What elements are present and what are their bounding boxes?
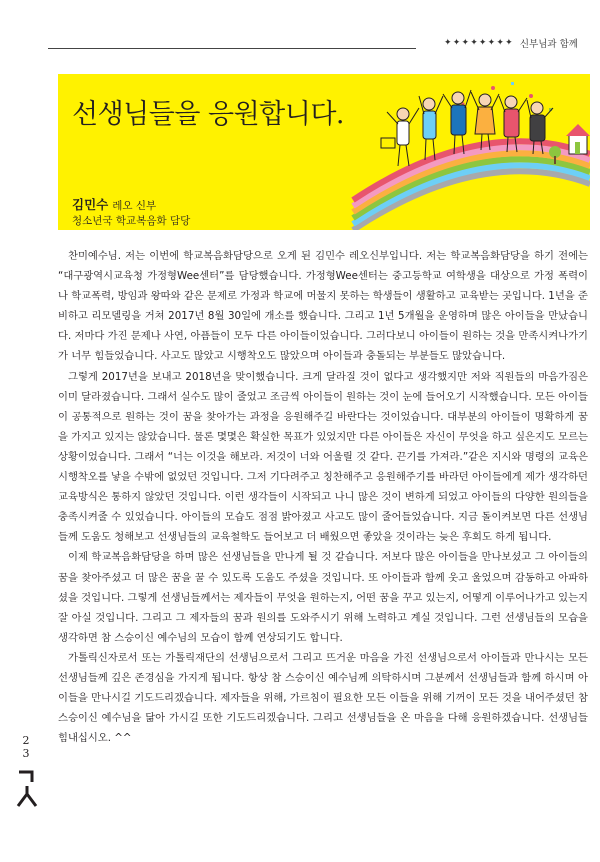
page-digit: 3 <box>22 747 32 760</box>
header-ornament: ✦✦✦✦✦✦✦✦ <box>443 38 514 48</box>
paragraph: 가톨릭신자로서 또는 가톨릭재단의 선생님으로서 그리고 뜨거운 마음을 가진 선생님으로서 아이들과 만나시는 모든 선생님들께 깊은 존경심을 가지게 됩니다. 항상 참 스승이신 예수님께 의탁하시며 그분께서 선생님들과 함께 하시며 아이들을 만나시길 기도드리겠습니다. 제자들을 위해, 가르침이 필요한 모든 이들을 위해 기꺼이 모든 것을 내어주셨던 참 스승이신 예수님을 닮아 가시길 또한 기도드리겠습니다. 그리고 선생님들을 온 마음을 다해 응원하겠습니다. 선생님들 힘내십시오. ^^ <box>58 651 588 745</box>
section-title: 신부님과 함께 <box>519 39 578 50</box>
page-digit: 2 <box>22 734 32 747</box>
author-role: 레오 신부 <box>112 200 157 212</box>
header-rule <box>48 48 416 49</box>
running-header <box>444 36 578 50</box>
decorative-glyph-icon <box>14 768 40 808</box>
page-number <box>14 734 40 808</box>
paragraph: 찬미예수님. 저는 이번에 학교복음화담당으로 오게 된 김민수 레오신부입니다. 저는 학교복음화담당을 하기 전에는 “대구광역시교육청 가정형Wee센터”를 담당했습니다. 가정형Wee센터는 중고등학교 여학생을 대상으로 가정 폭력이나 학교폭력, 방임과 왕따와 같은 문제로 가정과 학교에 머물지 못하는 학생들이 생활하고 교육받는 곳입니다. 1년을 준비하고 리모델링을 거쳐 2017년 8월 30일에 개소를 했습니다. 그리고 1년 5개월을 운영하며 많은 아이들을 만났습니다. 저마다 가진 문제나 사연, 아픔들이 모두 다른 아이들이었습니다. 그러다보니 아이들이 원하는 것을 만족시켜나가기가 너무 힘들었습니다. 사고도 많았고 시행착오도 많았으며 아이들과 충돌되는 부분들도 많았습니다. <box>58 250 588 363</box>
cheering-teachers-illustration <box>343 74 590 230</box>
author-line <box>72 195 156 213</box>
title-banner <box>58 74 590 230</box>
paragraph: 이제 학교복음화담당을 하며 많은 선생님들을 만나게 될 것 같습니다. 저보다 많은 아이들을 만나보셨고 그 아이들의 꿈을 찾아주셨고 더 많은 꿈을 꿀 수 있도록 도움도 주셨을 것입니다. 또 아이들과 함께 웃고 울었으며 감동하고 아파하셨을 것입니다. 그렇게 선생님들께서는 제자들이 무엇을 원하는지, 어떤 꿈을 꾸고 있는지, 어떻게 이루어나가고 있는지 잘 아실 것입니다. 그리고 그 제자들의 꿈과 원의를 도와주시기 위해 노력하고 계실 것입니다. 그런 선생님들의 모습을 생각하면 참 스승이신 예수님의 모습이 함께 연상되기도 합니다. <box>58 551 588 644</box>
author-department: 청소년국 학교복음화 담당 <box>72 215 191 227</box>
article-title: 선생님들을 응원합니다. <box>72 99 344 130</box>
paragraph: 그렇게 2017년을 보내고 2018년을 맞이했습니다. 크게 달라질 것이 없다고 생각했지만 저와 직원들의 마음가짐은 이미 달라졌습니다. 그래서 실수도 많이 줄었고 조금씩 아이들이 원하는 것이 눈에 들어오기 시작했습니다. 모든 아이들이 공통적으로 원하는 것이 꿈을 찾아가는 과정을 응원해주길 바란다는 것이었습니다. 대부분의 아이들이 명확하게 꿈을 가지고 있지는 않았습니다. 물론 몇몇은 확실한 목표가 있었지만 다른 아이들은 자신이 무엇을 하고 싶은지도 모르는 상황이었습니다. 그래서 “너는 이것을 해보라. 저것이 너와 어울릴 것 같다. 끈기를 가져라.”같은 지시와 명령의 교육은 시행착오를 낳을 수밖에 없었던 것입니다. 그저 기다려주고 칭찬해주고 응원해주기를 바라던 아이들에게 제가 생각하던 교육방식은 통하지 않았던 것입니다. 이런 생각들이 시작되고 나니 많은 것이 변하게 되었고 아이들의 다양한 원의들을 충족시켜줄 수 있었습니다. 아이들의 모습도 점점 밝아졌고 사고도 많이 줄어들었습니다. 지금 돌이켜보면 다른 선생님들께 도움도 청해보고 선생님들의 교육철학도 들어보고 더 배웠으면 좋았을 것이라는 늦은 후회도 하게 됩니다. <box>58 370 588 544</box>
article-body <box>58 246 588 748</box>
house-icon <box>566 124 590 154</box>
author-name: 김민수 <box>72 197 109 212</box>
